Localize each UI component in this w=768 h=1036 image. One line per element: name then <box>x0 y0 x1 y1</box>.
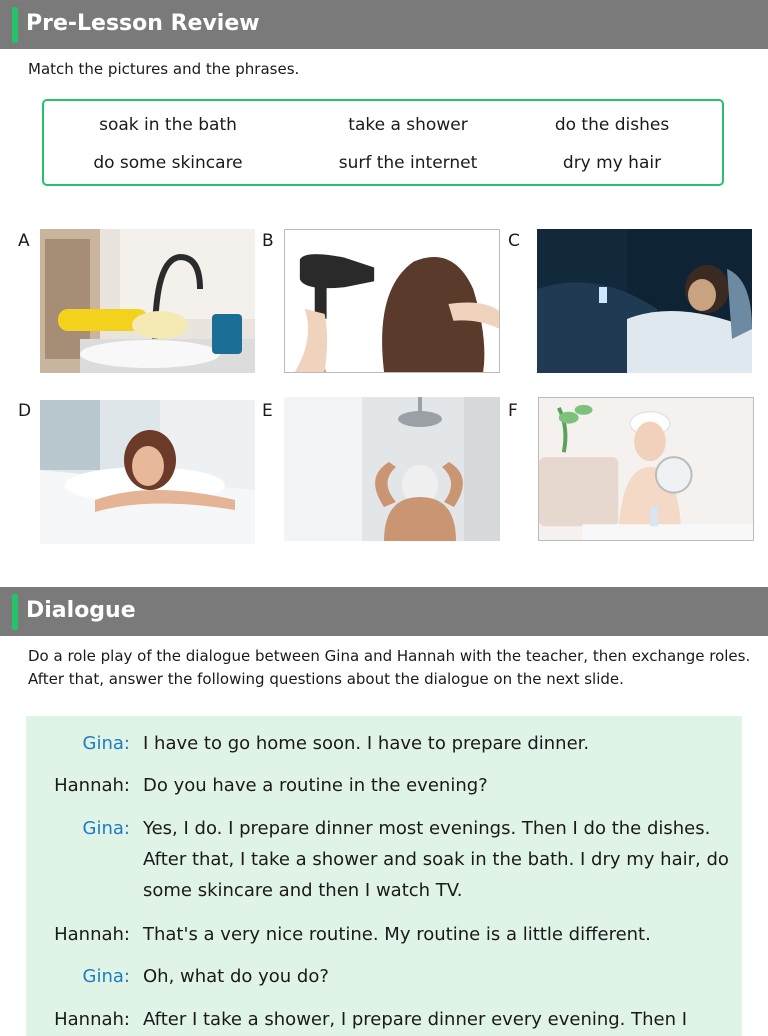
utterance: That's a very nice routine. My routine is a little different. <box>143 924 651 945</box>
picture-a-dishwashing[interactable] <box>40 229 255 373</box>
phone-in-bed-photo-icon <box>537 229 752 373</box>
skincare-photo-icon <box>539 398 753 540</box>
dishwashing-photo-icon <box>40 229 255 373</box>
speaker-label: Gina: <box>82 733 130 754</box>
dialogue-box <box>26 716 742 1036</box>
phrase-item[interactable]: take a shower <box>348 115 468 135</box>
speaker-label: Gina: <box>82 818 130 839</box>
phrase-item[interactable]: surf the internet <box>338 153 478 173</box>
utterance: Oh, what do you do? <box>143 966 329 987</box>
picture-letter-c: C <box>508 231 520 251</box>
utterance: Do you have a routine in the evening? <box>143 775 488 796</box>
phrase-item[interactable]: do some skincare <box>93 153 243 173</box>
phrase-item[interactable]: soak in the bath <box>99 115 237 135</box>
phrase-item[interactable]: do the dishes <box>554 115 670 135</box>
picture-letter-f: F <box>508 401 518 421</box>
section-accent-bar <box>12 594 18 630</box>
hair-dryer-photo-icon <box>285 230 499 372</box>
speaker-label: Hannah: <box>54 775 130 796</box>
picture-f-skincare[interactable] <box>538 397 754 541</box>
picture-d-bathtub[interactable] <box>40 400 255 544</box>
phrase-bank <box>42 99 724 186</box>
utterance: After I take a shower, I prepare dinner every evening. Then I <box>143 1009 688 1030</box>
section-header-dialogue <box>0 587 768 636</box>
section-accent-bar <box>12 7 18 43</box>
speaker-label: Hannah: <box>54 1009 130 1030</box>
utterance: I have to go home soon. I have to prepare dinner. <box>143 733 590 754</box>
bathtub-photo-icon <box>40 400 255 544</box>
picture-c-phone-in-bed[interactable] <box>537 229 752 373</box>
section-title: Dialogue <box>26 598 136 623</box>
match-instruction: Match the pictures and the phrases. <box>28 60 300 78</box>
picture-b-hair-dryer[interactable] <box>284 229 500 373</box>
picture-letter-a: A <box>18 231 30 251</box>
picture-e-shower[interactable] <box>284 397 500 541</box>
speaker-label: Gina: <box>82 966 130 987</box>
section-title: Pre-Lesson Review <box>26 11 260 36</box>
utterance: Yes, I do. I prepare dinner most evenings. Then I do the dishes. After that, I take a shower and soak in the bath. I dry my hair, do some skincare and then I watch TV. <box>143 818 729 901</box>
picture-letter-d: D <box>18 401 32 421</box>
shower-photo-icon <box>284 397 500 541</box>
speaker-label: Hannah: <box>54 924 130 945</box>
dialogue-instruction: Do a role play of the dialogue between Gina and Hannah with the teacher, then exchange roles. After that, answer the following questions about the dialogue on the next slide. <box>28 647 751 688</box>
phrase-item[interactable]: dry my hair <box>562 153 662 173</box>
picture-letter-e: E <box>262 401 273 421</box>
section-header-pre-lesson-review <box>0 0 768 49</box>
picture-letter-b: B <box>262 231 274 251</box>
